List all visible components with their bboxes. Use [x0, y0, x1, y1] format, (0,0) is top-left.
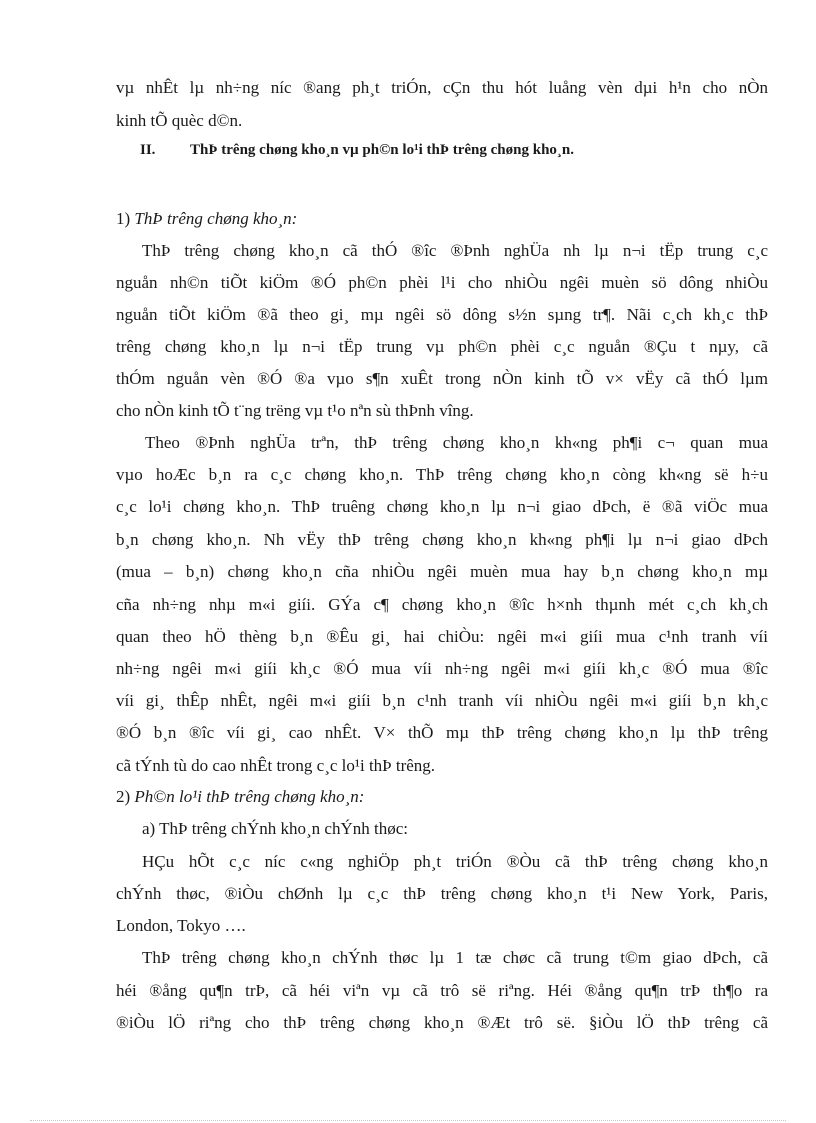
paragraph-line: nh÷ng ngêi m«i giíi kh¸c ®Ó mua víi nh÷ng ngêi m«i giíi kh¸c ®Ó mua ®îc — [116, 659, 768, 678]
paragraph-line: b¸n chøng kho¸n. Nh vËy thÞ trêng chøng kho¸n kh«ng ph¶i lµ n¬i giao dÞch — [116, 530, 768, 549]
intro-line: vµ nhÊt lµ nh÷ng níc ®ang ph¸t triÓn, cÇn thu hót luång vèn dµi h¹n cho nÒn — [116, 78, 768, 97]
paragraph-line: HÇu hÕt c¸c níc c«ng nghiÖp ph¸t triÓn ®Òu cã thÞ trêng chøng kho¸n — [142, 852, 768, 871]
subsection-1-heading — [116, 209, 297, 229]
paragraph-line: nguån nh©n tiÕt kiÖm ®Ó ph©n phèi l¹i cho nhiÒu ngêi muèn sö dông nhiÒu — [116, 273, 768, 292]
paragraph-line: ThÞ trêng chøng kho¸n cã thÓ ®îc ®Þnh nghÜa nh lµ n¬i tËp trung c¸c — [142, 241, 768, 260]
paragraph-line: cho nÒn kinh tÕ t¨ng trëng vµ t¹o nªn sù thÞnh vîng. — [116, 401, 474, 420]
subsection-2-heading — [116, 787, 364, 807]
subsection-title: ThÞ trêng chøng kho¸n: — [134, 209, 298, 228]
paragraph-line: cã tÝnh tù do cao nhÊt trong c¸c lo¹i thÞ trêng. — [116, 756, 436, 775]
subsection-title: Ph©n lo¹i thÞ trêng chøng kho¸n: — [134, 787, 365, 806]
subsection-number: a) — [142, 819, 156, 838]
subsection-number: 2) — [116, 787, 131, 806]
paragraph-line: trêng chøng kho¸n lµ n¬i tËp trung vµ ph©n phèi c¸c nguån ®Çu t nµy, cã — [116, 337, 768, 356]
paragraph-line: quan theo hÖ thèng b¸n ®Êu gi¸ hai chiÒu: ngêi m«i giíi mua c¹nh tranh víi — [116, 627, 768, 646]
subsection-number: 1) — [116, 209, 131, 228]
paragraph-line: ®iÒu lÖ riªng cho thÞ trêng chøng kho¸n ®Æt trô së. §iÒu lÖ thÞ trêng cã — [116, 1013, 768, 1032]
subsection-2a-heading — [142, 819, 408, 839]
section-number: II. — [140, 142, 156, 158]
paragraph-line: vµo hoÆc b¸n ra c¸c chøng kho¸n. ThÞ trêng chøng kho¸n còng kh«ng së h÷u — [116, 465, 768, 484]
subsection-title: ThÞ trêng chÝnh kho¸n chÝnh thøc: — [159, 819, 408, 838]
paragraph-line: Theo ®Þnh nghÜa trªn, thÞ trêng chøng kho¸n kh«ng ph¶i c¬ quan mua — [145, 433, 768, 452]
paragraph-line: chÝnh thøc, ®iÒu chØnh lµ c¸c thÞ trêng chøng kho¸n t¹i New York, Paris, — [116, 884, 768, 903]
section-heading — [140, 142, 574, 159]
paragraph-line: thÓm nguån vèn ®Ó ®a vµo s¶n xuÊt trong nÒn kinh tÕ v× vËy cã thÓ lµm — [116, 369, 768, 388]
intro-line: kinh tÕ quèc d©n. — [116, 111, 243, 130]
paragraph-line: c¸c lo¹i chøng kho¸n. ThÞ truêng chøng kho¸n lµ n¬i giao dÞch, ë ®ã viÖc mua — [116, 497, 768, 516]
paragraph-line: héi ®ång qu¶n trÞ, cã héi viªn vµ cã trô së riªng. Héi ®ång qu¶n trÞ th¶o ra — [116, 981, 768, 1000]
paragraph-line: ®Ó b¸n ®îc víi gi¸ cao nhÊt. V× thÕ mµ thÞ trêng chøng kho¸n lµ thÞ trêng — [116, 723, 768, 742]
paragraph-line: ThÞ trêng chøng kho¸n chÝnh thøc lµ 1 tæ chøc cã trung t©m giao dÞch, cã — [142, 948, 768, 967]
paragraph-line: London, Tokyo …. — [116, 916, 246, 935]
paragraph-line: nguån tiÕt kiÖm ®ã theo gi¸ mµ ngêi sö dông s½n sµng tr¶. Nãi c¸ch kh¸c thÞ — [116, 305, 768, 324]
paragraph-line: (mua – b¸n) chøng kho¸n cña nhiÒu ngêi muèn mua hay b¸n chøng kho¸n mµ — [116, 562, 768, 581]
page-bottom-rule — [30, 1120, 786, 1121]
paragraph-line: víi gi¸ thÊp nhÊt, ngêi m«i giíi b¸n c¹nh tranh víi nhiÒu ngêi m«i giíi b¸n kh¸c — [116, 691, 768, 710]
section-title: ThÞ trêng chøng kho¸n vµ ph©n lo¹i thÞ trêng chøng kho¸n. — [190, 142, 575, 158]
paragraph-line: cña nh÷ng nhµ m«i giíi. GÝa c¶ chøng kho¸n ®îc h×nh thµnh mét c¸ch kh¸ch — [116, 595, 768, 614]
